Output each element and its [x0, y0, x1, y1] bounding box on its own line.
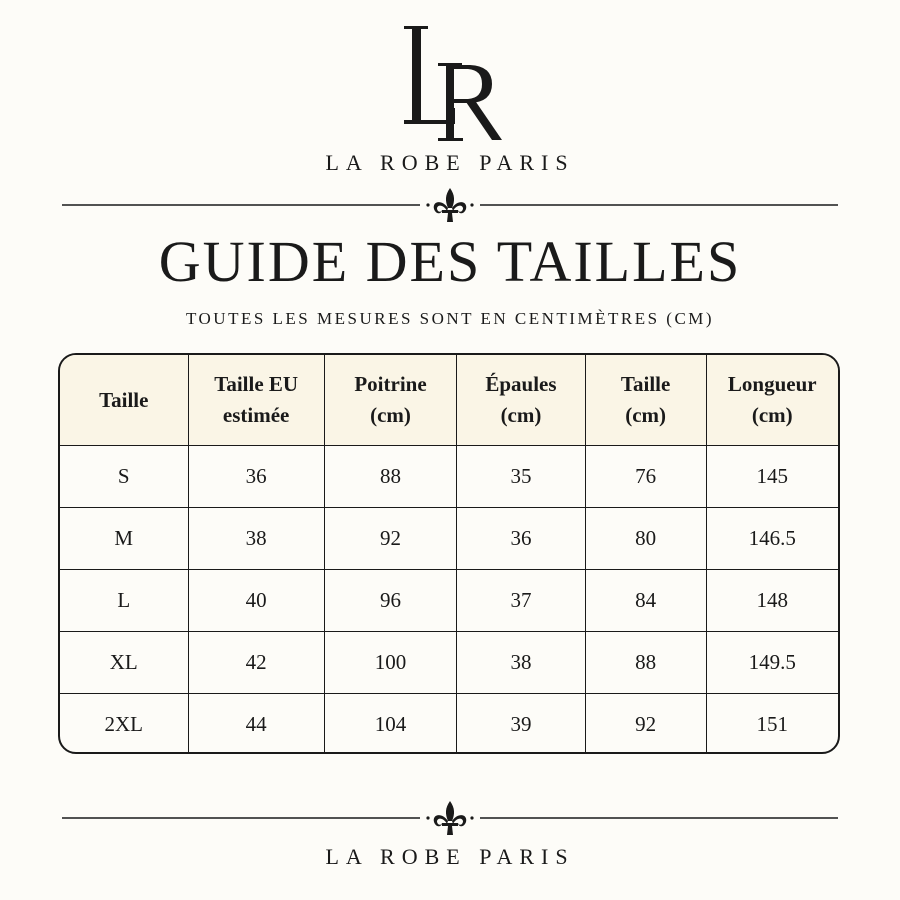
table-cell: 146.5 [706, 508, 838, 570]
header-longueur: Longueur (cm) [706, 355, 838, 446]
table-row [60, 570, 838, 632]
size-table [60, 355, 838, 754]
table-cell: 44 [188, 694, 324, 755]
table-row [60, 694, 838, 755]
table-cell: S [60, 446, 188, 508]
table-cell: 84 [585, 570, 706, 632]
table-cell: 37 [457, 570, 586, 632]
page-subtitle: TOUTES LES MESURES SONT EN CENTIMÈTRES (CM) [185, 309, 715, 328]
header-epaules: Épaules (cm) [457, 355, 586, 446]
size-table-container [58, 353, 840, 754]
table-cell: 80 [585, 508, 706, 570]
table-cell: 145 [706, 446, 838, 508]
table-cell: 88 [585, 632, 706, 694]
table-row [60, 446, 838, 508]
table-header-row [60, 355, 838, 446]
table-cell: 40 [188, 570, 324, 632]
table-cell: 2XL [60, 694, 188, 755]
table-cell: 100 [324, 632, 456, 694]
page-title: GUIDE DES TAILLES [158, 229, 742, 294]
table-cell: 36 [457, 508, 586, 570]
header-taille-cm: Taille (cm) [585, 355, 706, 446]
table-cell: 92 [324, 508, 456, 570]
table-cell: 76 [585, 446, 706, 508]
table-cell: 149.5 [706, 632, 838, 694]
fleur-de-lis-icon [426, 801, 473, 835]
table-cell: L [60, 570, 188, 632]
table-cell: 88 [324, 446, 456, 508]
header-poitrine: Poitrine (cm) [324, 355, 456, 446]
table-cell: 36 [188, 446, 324, 508]
bottom-divider [62, 798, 838, 838]
lr-monogram-logo [0, 20, 900, 150]
brand-name: LA ROBE PARIS [325, 150, 575, 175]
table-cell: 92 [585, 694, 706, 755]
table-cell: 38 [457, 632, 586, 694]
header-taille-eu: Taille EU estimée [188, 355, 324, 446]
table-cell: 104 [324, 694, 456, 755]
table-cell: 39 [457, 694, 586, 755]
top-divider [62, 185, 838, 225]
table-cell: 38 [188, 508, 324, 570]
table-row [60, 508, 838, 570]
table-cell: 96 [324, 570, 456, 632]
table-cell: M [60, 508, 188, 570]
table-cell: 148 [706, 570, 838, 632]
table-row [60, 632, 838, 694]
table-cell: XL [60, 632, 188, 694]
table-cell: 35 [457, 446, 586, 508]
table-cell: 151 [756, 712, 789, 736]
header-taille: Taille [60, 355, 188, 446]
footer-brand-name: LA ROBE PARIS [325, 844, 575, 869]
table-cell: 42 [188, 632, 324, 694]
fleur-de-lis-icon [426, 188, 473, 222]
